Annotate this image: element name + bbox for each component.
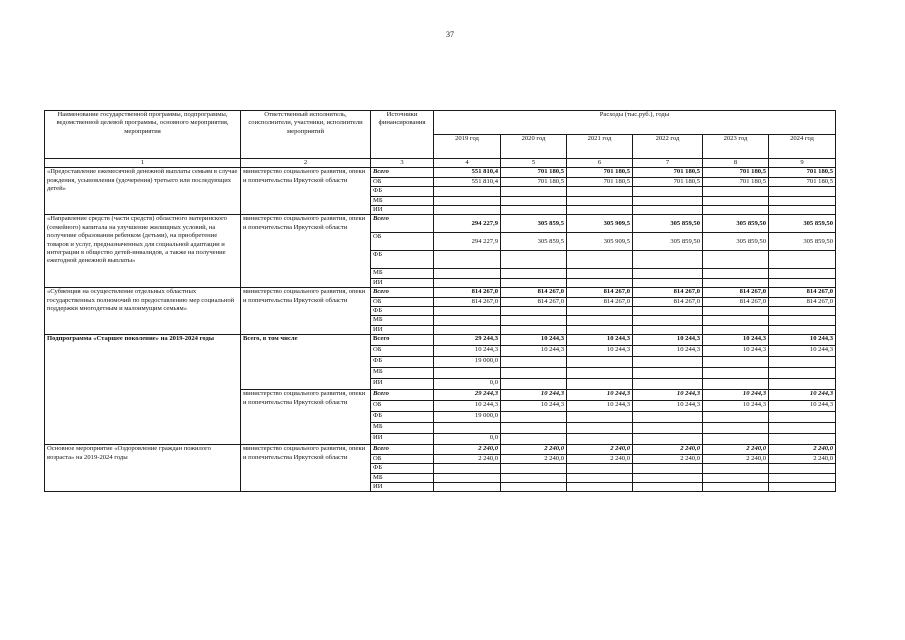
amount-cell (703, 482, 769, 491)
program-name: Основное мероприятие «Оздоровление граждан пожилого возраста» на 2019-2024 годы (45, 445, 241, 492)
amount-cell (769, 423, 836, 434)
column-number: 3 (371, 159, 434, 168)
header-year: 2024 год (769, 135, 836, 159)
source-label: ОБ (371, 233, 434, 251)
amount-cell: 2 240,0 (501, 454, 567, 463)
column-number: 8 (703, 159, 769, 168)
column-number: 2 (241, 159, 371, 168)
amount-cell: 701 180,5 (633, 177, 703, 186)
header-year: 2023 год (703, 135, 769, 159)
amount-cell (769, 278, 836, 287)
amount-cell (703, 307, 769, 316)
amount-cell: 29 244,3 (434, 335, 501, 346)
amount-cell (633, 278, 703, 287)
amount-cell: 2 240,0 (501, 445, 567, 454)
amount-cell (769, 464, 836, 473)
amount-cell: 701 180,5 (703, 177, 769, 186)
executor: министерство социального развития, опеки и попечительства Иркутской области (241, 390, 371, 445)
amount-cell (567, 269, 633, 278)
source-label: Всего (371, 215, 434, 233)
amount-cell: 19 000,0 (434, 357, 501, 368)
amount-cell (633, 464, 703, 473)
amount-cell: 2 240,0 (567, 454, 633, 463)
header-name: Наименование государственной программы, подпрограммы, ведомственной целевой программы, основного мероприятия, мероприятия (45, 111, 241, 159)
amount-cell (633, 316, 703, 325)
amount-cell (567, 368, 633, 379)
amount-cell (769, 379, 836, 390)
amount-cell: 701 180,5 (501, 177, 567, 186)
column-number: 7 (633, 159, 703, 168)
header-year: 2019 год (434, 135, 501, 159)
amount-cell (567, 412, 633, 423)
amount-cell: 305 909,5 (567, 215, 633, 233)
source-label: МБ (371, 473, 434, 482)
amount-cell: 19 000,0 (434, 412, 501, 423)
amount-cell (769, 325, 836, 334)
amount-cell: 10 244,3 (703, 346, 769, 357)
amount-cell: 814 267,0 (703, 288, 769, 297)
amount-cell (769, 357, 836, 368)
amount-cell (769, 307, 836, 316)
amount-cell: 305 859,50 (769, 233, 836, 251)
amount-cell: 10 244,3 (633, 401, 703, 412)
amount-cell (501, 379, 567, 390)
source-label: Всего (371, 288, 434, 297)
amount-cell (567, 187, 633, 196)
amount-cell: 10 244,3 (633, 390, 703, 401)
amount-cell: 814 267,0 (703, 297, 769, 306)
amount-cell (501, 325, 567, 334)
amount-cell (633, 196, 703, 205)
amount-cell: 701 180,5 (769, 168, 836, 177)
amount-cell (567, 464, 633, 473)
column-number: 1 (45, 159, 241, 168)
table-row (45, 168, 836, 177)
source-label: Всего (371, 445, 434, 454)
amount-cell (501, 316, 567, 325)
amount-cell: 10 244,3 (769, 335, 836, 346)
amount-cell (567, 357, 633, 368)
amount-cell (501, 269, 567, 278)
executor: министерство социального развития, опеки и попечительства Иркутской области (241, 168, 371, 215)
amount-cell (501, 278, 567, 287)
amount-cell (501, 423, 567, 434)
amount-cell (703, 379, 769, 390)
source-label: ФБ (371, 187, 434, 196)
header-year: 2021 год (567, 135, 633, 159)
amount-cell: 701 180,5 (567, 168, 633, 177)
amount-cell (633, 368, 703, 379)
amount-cell (501, 464, 567, 473)
header-year: 2020 год (501, 135, 567, 159)
source-label: ОБ (371, 401, 434, 412)
amount-cell (501, 307, 567, 316)
table-row (45, 335, 836, 346)
amount-cell (567, 251, 633, 269)
executor: министерство социального развития, опеки и попечительства Иркутской области (241, 215, 371, 288)
amount-cell (434, 269, 501, 278)
amount-cell: 10 244,3 (434, 346, 501, 357)
amount-cell (567, 307, 633, 316)
amount-cell: 814 267,0 (567, 297, 633, 306)
source-label: МБ (371, 316, 434, 325)
header-year: 2022 год (633, 135, 703, 159)
amount-cell (633, 473, 703, 482)
amount-cell (703, 316, 769, 325)
amount-cell (633, 357, 703, 368)
amount-cell (567, 482, 633, 491)
amount-cell: 814 267,0 (567, 288, 633, 297)
amount-cell: 814 267,0 (633, 297, 703, 306)
amount-cell (703, 325, 769, 334)
amount-cell (501, 251, 567, 269)
amount-cell: 2 240,0 (633, 454, 703, 463)
amount-cell: 2 240,0 (703, 445, 769, 454)
amount-cell (434, 482, 501, 491)
amount-cell (633, 269, 703, 278)
amount-cell (703, 473, 769, 482)
amount-cell: 29 244,3 (434, 390, 501, 401)
amount-cell: 701 180,5 (703, 168, 769, 177)
amount-cell (434, 278, 501, 287)
amount-cell (434, 187, 501, 196)
source-label: МБ (371, 368, 434, 379)
table-row (45, 288, 836, 297)
amount-cell: 10 244,3 (769, 390, 836, 401)
amount-cell: 814 267,0 (769, 288, 836, 297)
page-number: 37 (446, 30, 454, 39)
source-label: ФБ (371, 357, 434, 368)
amount-cell (769, 187, 836, 196)
amount-cell (703, 464, 769, 473)
source-label: Всего (371, 335, 434, 346)
amount-cell (434, 307, 501, 316)
amount-cell (769, 368, 836, 379)
amount-cell (434, 368, 501, 379)
column-number: 6 (567, 159, 633, 168)
amount-cell (633, 307, 703, 316)
source-label: ФБ (371, 251, 434, 269)
header-sources: Источники финансирования (371, 111, 434, 159)
amount-cell (633, 251, 703, 269)
amount-cell: 10 244,3 (703, 335, 769, 346)
amount-cell (703, 434, 769, 445)
source-label: ИИ (371, 379, 434, 390)
amount-cell (434, 464, 501, 473)
amount-cell (567, 206, 633, 215)
amount-cell (769, 482, 836, 491)
amount-cell (434, 473, 501, 482)
amount-cell (567, 434, 633, 445)
amount-cell: 305 859,5 (501, 215, 567, 233)
amount-cell (633, 482, 703, 491)
amount-cell: 0,0 (434, 379, 501, 390)
source-label: ИИ (371, 325, 434, 334)
amount-cell (567, 325, 633, 334)
amount-cell: 10 244,3 (567, 401, 633, 412)
amount-cell: 2 240,0 (703, 454, 769, 463)
amount-cell (633, 206, 703, 215)
source-label: МБ (371, 269, 434, 278)
amount-cell: 0,0 (434, 434, 501, 445)
source-label: ФБ (371, 464, 434, 473)
amount-cell (769, 473, 836, 482)
column-number: 4 (434, 159, 501, 168)
amount-cell (567, 196, 633, 205)
header-executor: Ответственный исполнитель, соисполнители, участники, исполнители мероприятий (241, 111, 371, 159)
amount-cell: 701 180,5 (567, 177, 633, 186)
amount-cell (501, 434, 567, 445)
source-label: ИИ (371, 482, 434, 491)
amount-cell: 305 859,50 (703, 215, 769, 233)
amount-cell (703, 196, 769, 205)
amount-cell: 10 244,3 (434, 401, 501, 412)
amount-cell (703, 423, 769, 434)
amount-cell (434, 251, 501, 269)
amount-cell: 701 180,5 (769, 177, 836, 186)
amount-cell: 814 267,0 (434, 297, 501, 306)
amount-cell (633, 187, 703, 196)
amount-cell: 294 227,9 (434, 215, 501, 233)
amount-cell (703, 269, 769, 278)
program-name: «Предоставление ежемесячной денежной выплаты семьям в случае рождения, усыновления (удочерения) третьего или последующих детей» (45, 168, 241, 215)
source-label: МБ (371, 196, 434, 205)
amount-cell (567, 473, 633, 482)
source-label: Всего (371, 390, 434, 401)
amount-cell: 305 909,5 (567, 233, 633, 251)
amount-cell: 2 240,0 (434, 445, 501, 454)
amount-cell (769, 251, 836, 269)
amount-cell: 10 244,3 (501, 390, 567, 401)
amount-cell (633, 379, 703, 390)
amount-cell: 10 244,3 (567, 346, 633, 357)
amount-cell: 305 859,5 (501, 233, 567, 251)
amount-cell (434, 206, 501, 215)
amount-cell: 10 244,3 (633, 335, 703, 346)
amount-cell (769, 269, 836, 278)
amount-cell (501, 187, 567, 196)
amount-cell (703, 278, 769, 287)
amount-cell (434, 423, 501, 434)
amount-cell (633, 423, 703, 434)
source-label: ОБ (371, 346, 434, 357)
amount-cell (501, 412, 567, 423)
program-name: «Субвенция на осуществление отдельных областных государственных полномочий по предоставлению мер социальной поддержки многодетным и малоимущим семьям» (45, 288, 241, 335)
amount-cell (501, 206, 567, 215)
expenses-table (44, 110, 836, 492)
amount-cell: 10 244,3 (633, 346, 703, 357)
amount-cell (434, 196, 501, 205)
amount-cell: 814 267,0 (501, 288, 567, 297)
source-label: ИИ (371, 278, 434, 287)
amount-cell (633, 434, 703, 445)
amount-cell (769, 196, 836, 205)
amount-cell (501, 357, 567, 368)
amount-cell (567, 423, 633, 434)
executor: министерство социального развития, опеки и попечительства Иркутской области (241, 445, 371, 492)
amount-cell: 10 244,3 (769, 401, 836, 412)
amount-cell: 294 227,9 (434, 233, 501, 251)
amount-cell: 10 244,3 (769, 346, 836, 357)
amount-cell (633, 325, 703, 334)
amount-cell (703, 357, 769, 368)
amount-cell: 551 810,4 (434, 168, 501, 177)
source-label: МБ (371, 423, 434, 434)
amount-cell: 814 267,0 (501, 297, 567, 306)
amount-cell: 2 240,0 (434, 454, 501, 463)
amount-cell: 701 180,5 (501, 168, 567, 177)
amount-cell: 305 859,50 (633, 215, 703, 233)
amount-cell: 305 859,50 (633, 233, 703, 251)
amount-cell: 2 240,0 (633, 445, 703, 454)
amount-cell: 10 244,3 (703, 401, 769, 412)
amount-cell (703, 412, 769, 423)
amount-cell (769, 206, 836, 215)
amount-cell (703, 206, 769, 215)
amount-cell (567, 379, 633, 390)
source-label: ОБ (371, 177, 434, 186)
amount-cell: 551 810,4 (434, 177, 501, 186)
column-number: 9 (769, 159, 836, 168)
amount-cell: 305 859,50 (703, 233, 769, 251)
amount-cell (501, 473, 567, 482)
amount-cell (501, 482, 567, 491)
source-label: ФБ (371, 307, 434, 316)
column-number: 5 (501, 159, 567, 168)
amount-cell (633, 412, 703, 423)
executor: Всего, в том числе (241, 335, 371, 390)
amount-cell: 10 244,3 (501, 335, 567, 346)
amount-cell (769, 316, 836, 325)
amount-cell (769, 434, 836, 445)
amount-cell: 10 244,3 (501, 346, 567, 357)
source-label: Всего (371, 168, 434, 177)
amount-cell (769, 412, 836, 423)
amount-cell: 814 267,0 (769, 297, 836, 306)
table-row (45, 215, 836, 233)
amount-cell: 701 180,5 (633, 168, 703, 177)
amount-cell: 10 244,3 (567, 390, 633, 401)
amount-cell (501, 368, 567, 379)
amount-cell: 10 244,3 (703, 390, 769, 401)
amount-cell (501, 196, 567, 205)
amount-cell: 2 240,0 (769, 445, 836, 454)
amount-cell (567, 278, 633, 287)
amount-cell: 814 267,0 (633, 288, 703, 297)
amount-cell (567, 316, 633, 325)
amount-cell (434, 316, 501, 325)
amount-cell: 10 244,3 (501, 401, 567, 412)
amount-cell: 305 859,50 (769, 215, 836, 233)
amount-cell: 2 240,0 (567, 445, 633, 454)
program-name: «Направление средств (части средств) областного материнского (семейного) капитала на улучшение жилищных условий, на получение образования ребенком (детьми), на приобретение товаров и услуг, предназначенных для социальной адаптации и интеграции в общество детей-инвалидов, а также на получение ежегодной денежной выплаты» (45, 215, 241, 288)
table-row (45, 445, 836, 454)
executor: министерство социального развития, опеки и попечительства Иркутской области (241, 288, 371, 335)
amount-cell: 10 244,3 (567, 335, 633, 346)
amount-cell (703, 368, 769, 379)
amount-cell (703, 187, 769, 196)
amount-cell: 2 240,0 (769, 454, 836, 463)
program-name: Подпрограмма «Старшее поколение» на 2019-2024 годы (45, 335, 241, 445)
amount-cell: 814 267,0 (434, 288, 501, 297)
amount-cell (434, 325, 501, 334)
source-label: ИИ (371, 434, 434, 445)
source-label: ФБ (371, 412, 434, 423)
source-label: ОБ (371, 297, 434, 306)
source-label: ОБ (371, 454, 434, 463)
source-label: ИИ (371, 206, 434, 215)
header-expenses: Расходы (тыс.руб.), годы (434, 111, 836, 135)
amount-cell (703, 251, 769, 269)
